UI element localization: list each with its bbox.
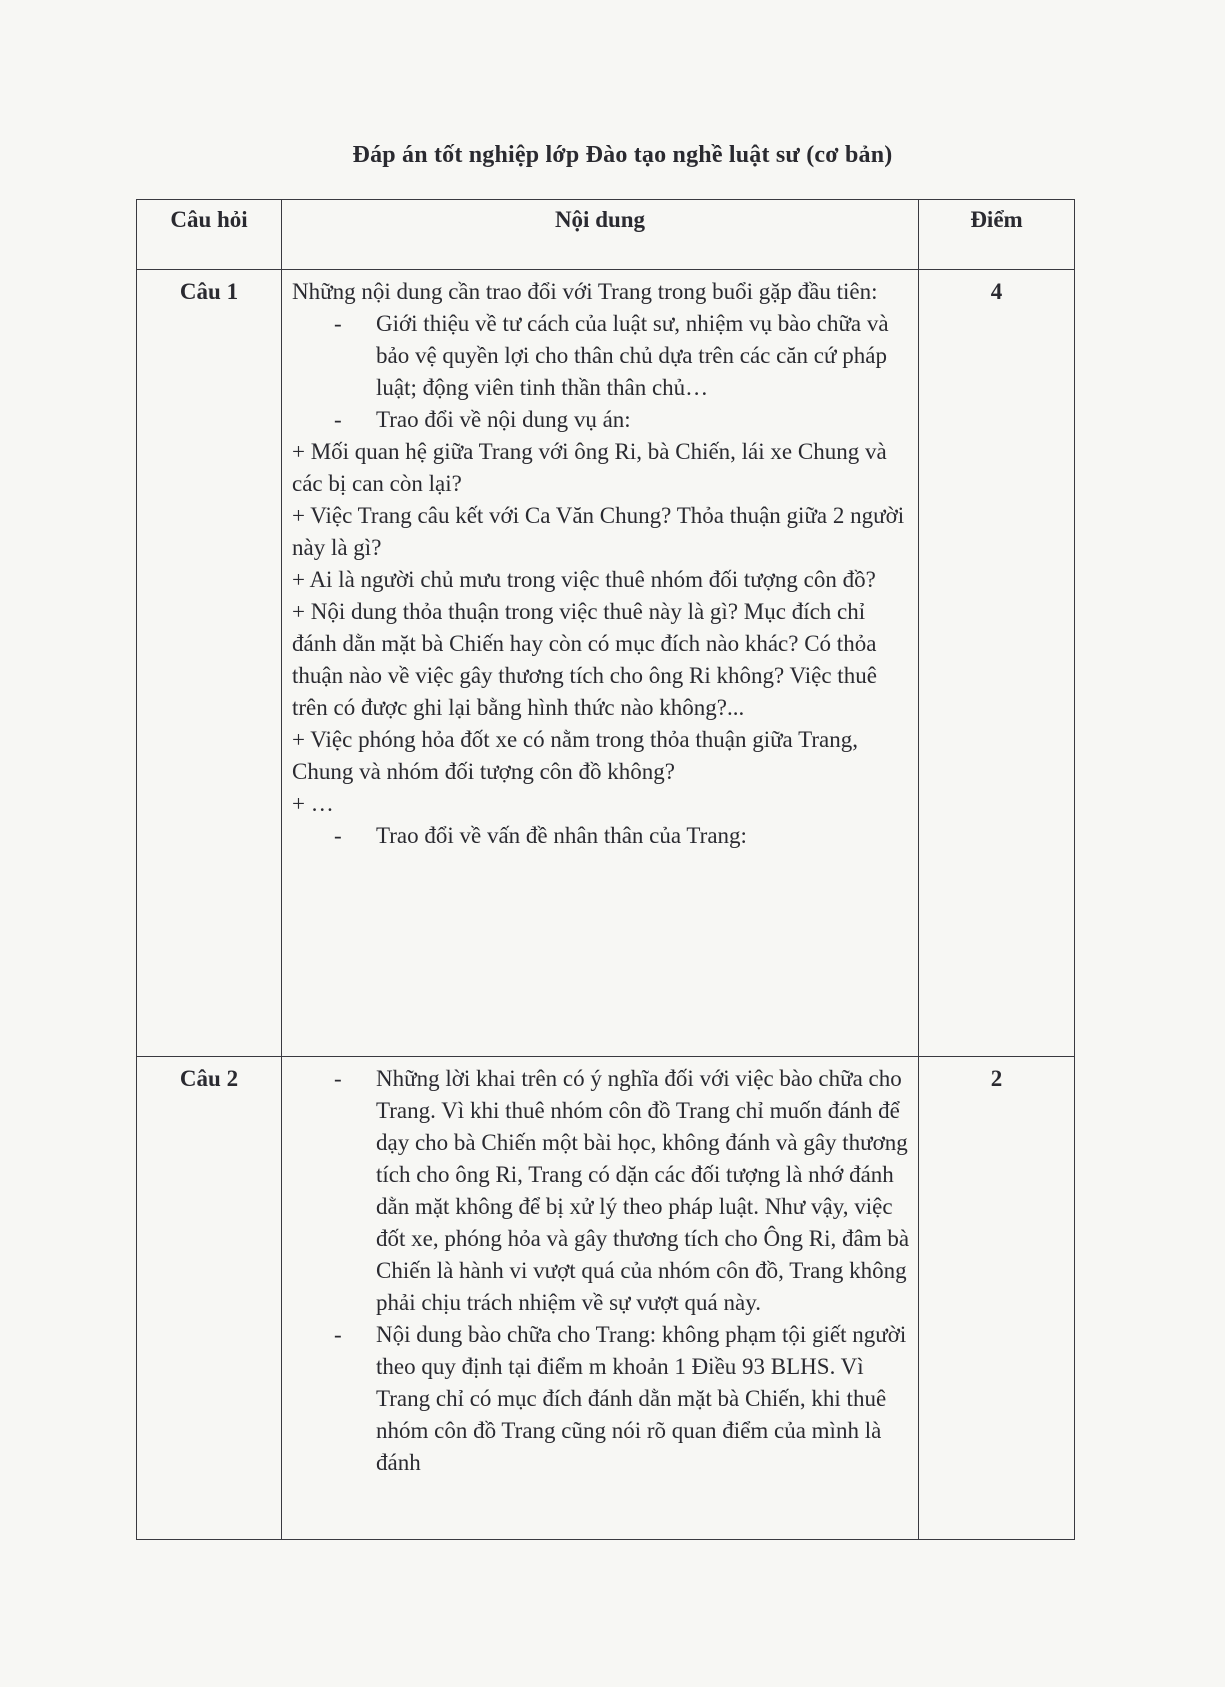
dash-item-text: Trao đổi về vấn đề nhân thân của Trang: [376, 823, 747, 848]
dash-list-item [292, 820, 910, 852]
table-row [137, 270, 1075, 1057]
intro-text: Những nội dung cần trao đổi với Trang trong buổi gặp đầu tiên: [292, 279, 878, 304]
dash-item-text: Nội dung bào chữa cho Trang: không phạm tội giết người theo quy định tại điểm m khoản 1 Điều 93 BLHS. Vì Trang chỉ có mục đích đánh dằn mặt bà Chiến, khi thuê nhóm côn đồ Trang cũng nói rõ quan điểm của mình là đánh [376, 1322, 907, 1475]
dash-item-text: Trao đổi về nội dung vụ án: [376, 407, 631, 432]
dash-list-item [292, 1319, 910, 1479]
plus-list-item: + Việc phóng hỏa đốt xe có nằm trong thỏa thuận giữa Trang, Chung và nhóm đối tượng côn đồ không? [292, 727, 858, 784]
score-value: 4 [919, 270, 1075, 1057]
plus-list-item: + Mối quan hệ giữa Trang với ông Ri, bà Chiến, lái xe Chung và các bị can còn lại? [292, 439, 887, 496]
question-label: Câu 2 [137, 1057, 282, 1540]
plus-list-item: + … [292, 791, 334, 816]
dash-list-item [292, 1063, 910, 1319]
answer-items [292, 1063, 910, 1479]
answer-table [136, 199, 1075, 1540]
answer-content [282, 1057, 919, 1540]
dash-list-item [292, 404, 910, 436]
bullet-dash: - [334, 823, 342, 848]
bullet-dash: - [334, 407, 342, 432]
bullet-dash: - [334, 311, 342, 336]
header-content: Nội dung [282, 200, 919, 270]
bullet-dash: - [334, 1066, 342, 1091]
page-title: Đáp án tốt nghiệp lớp Đào tạo nghề luật sư (cơ bản) [352, 142, 893, 168]
plus-list-item: + Việc Trang câu kết với Ca Văn Chung? Thỏa thuận giữa 2 người này là gì? [292, 503, 905, 560]
bullet-dash: - [334, 1322, 342, 1347]
score-value: 2 [919, 1057, 1075, 1540]
answer-content [282, 270, 919, 1057]
plus-list-item: + Nội dung thỏa thuận trong việc thuê này là gì? Mục đích chỉ đánh dằn mặt bà Chiến hay còn có mục đích nào khác? Có thỏa thuận nào về việc gây thương tích cho ông Ri không? Việc thuê trên có được ghi lại bằng hình thức nào không?... [292, 599, 877, 720]
question-label: Câu 1 [137, 270, 282, 1057]
dash-item-text: Giới thiệu về tư cách của luật sư, nhiệm vụ bào chữa và bảo vệ quyền lợi cho thân chủ dựa trên các căn cứ pháp luật; động viên tinh thần thân chủ… [376, 311, 889, 400]
answer-items [292, 308, 910, 852]
header-score: Điểm [919, 200, 1075, 270]
plus-list-item: + Ai là người chủ mưu trong việc thuê nhóm đối tượng côn đồ? [292, 567, 876, 592]
table-header-row [137, 200, 1075, 270]
table-row [137, 1057, 1075, 1540]
header-question: Câu hỏi [137, 200, 282, 270]
dash-item-text: Những lời khai trên có ý nghĩa đối với việc bào chữa cho Trang. Vì khi thuê nhóm côn đồ Trang chỉ muốn đánh để dạy cho bà Chiến một bài học, không đánh và gây thương tích cho ông Ri, Trang có dặn các đối tượng là nhớ đánh dằn mặt không để bị xử lý theo pháp luật. Như vậy, việc đốt xe, phóng hỏa và gây thương tích cho Ông Ri, đâm bà Chiến là hành vi vượt quá của nhóm côn đồ, Trang không phải chịu trách nhiệm về sự vượt quá này. [376, 1066, 910, 1315]
dash-list-item [292, 308, 910, 404]
